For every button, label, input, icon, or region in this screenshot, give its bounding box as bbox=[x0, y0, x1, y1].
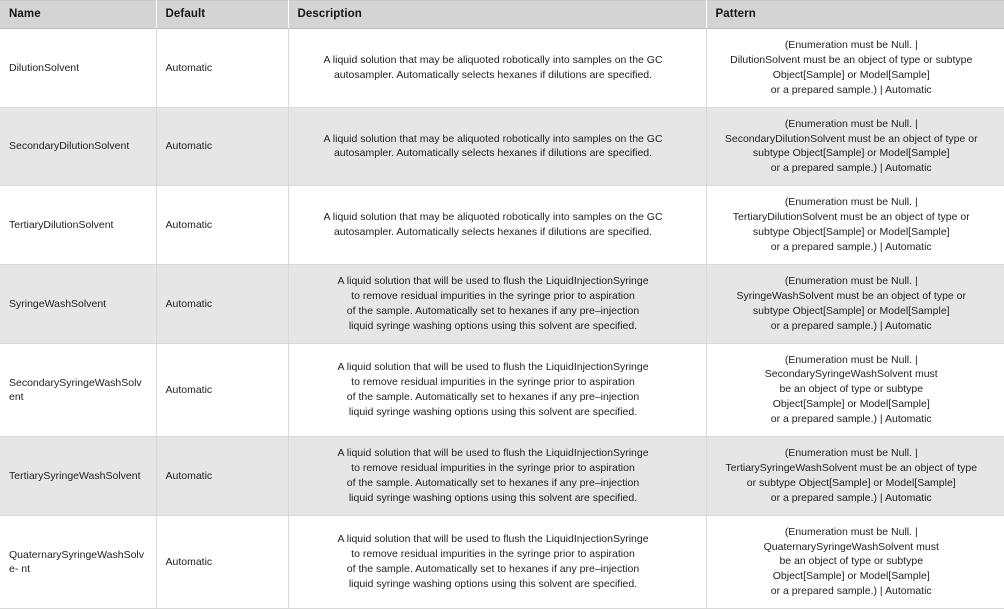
option-pattern bbox=[707, 186, 1004, 264]
table-header-row bbox=[0, 1, 1004, 29]
cell-name bbox=[0, 264, 156, 343]
option-description bbox=[289, 123, 706, 171]
column-header-name: Name bbox=[0, 1, 156, 29]
cell-description bbox=[288, 437, 706, 516]
description-line: of the sample. Automatically set to hexanes if any pre–injection bbox=[295, 476, 692, 491]
column-header-default: Default bbox=[156, 1, 288, 29]
cell-pattern bbox=[706, 29, 1004, 108]
pattern-line: SecondaryDilutionSolvent must be an object of type or bbox=[713, 132, 991, 147]
description-line: of the sample. Automatically set to hexanes if any pre–injection bbox=[295, 390, 692, 405]
pattern-line: or a prepared sample.) | Automatic bbox=[713, 240, 991, 255]
description-line: A liquid solution that will be used to flush the LiquidInjectionSyringe bbox=[295, 446, 692, 461]
cell-pattern bbox=[706, 264, 1004, 343]
pattern-line: be an object of type or subtype bbox=[713, 382, 991, 397]
description-line: A liquid solution that may be aliquoted robotically into samples on the GC bbox=[295, 53, 692, 68]
cell-description bbox=[288, 264, 706, 343]
cell-description bbox=[288, 515, 706, 609]
table-header bbox=[0, 1, 1004, 29]
pattern-line: Object[Sample] or Model[Sample] bbox=[713, 397, 991, 412]
table-row bbox=[0, 515, 1004, 609]
option-description bbox=[289, 265, 706, 343]
option-default: Automatic bbox=[157, 209, 288, 241]
table-row bbox=[0, 437, 1004, 516]
description-line: autosampler. Automatically selects hexanes if dilutions are specified. bbox=[295, 225, 692, 240]
pattern-line: SyringeWashSolvent must be an object of type or bbox=[713, 289, 991, 304]
description-line: liquid syringe washing options using this solvent are specified. bbox=[295, 319, 692, 334]
option-pattern bbox=[707, 516, 1004, 609]
pattern-line: or a prepared sample.) | Automatic bbox=[713, 412, 991, 427]
table-row bbox=[0, 343, 1004, 437]
cell-description bbox=[288, 107, 706, 186]
description-line: to remove residual impurities in the syringe prior to aspiration bbox=[295, 289, 692, 304]
cell-pattern bbox=[706, 186, 1004, 265]
option-pattern bbox=[707, 344, 1004, 437]
description-line: A liquid solution that may be aliquoted robotically into samples on the GC bbox=[295, 132, 692, 147]
pattern-line: SecondarySyringeWashSolvent must bbox=[713, 367, 991, 382]
pattern-line: TertiarySyringeWashSolvent must be an object of type bbox=[713, 461, 991, 476]
description-line: A liquid solution that will be used to flush the LiquidInjectionSyringe bbox=[295, 360, 692, 375]
option-name: QuaternarySyringeWashSolve- nt bbox=[0, 538, 156, 586]
pattern-line: be an object of type or subtype bbox=[713, 554, 991, 569]
pattern-line: (Enumeration must be Null. | bbox=[713, 274, 991, 289]
pattern-line: or a prepared sample.) | Automatic bbox=[713, 319, 991, 334]
cell-pattern bbox=[706, 515, 1004, 609]
option-description bbox=[289, 44, 706, 92]
option-description bbox=[289, 201, 706, 249]
cell-name bbox=[0, 29, 156, 108]
pattern-line: or a prepared sample.) | Automatic bbox=[713, 161, 991, 176]
pattern-line: (Enumeration must be Null. | bbox=[713, 117, 991, 132]
cell-pattern bbox=[706, 343, 1004, 437]
pattern-line: DilutionSolvent must be an object of type or subtype bbox=[713, 53, 991, 68]
option-name: SecondarySyringeWashSolvent bbox=[0, 366, 156, 414]
option-name: SyringeWashSolvent bbox=[0, 287, 156, 321]
cell-default bbox=[156, 264, 288, 343]
option-default: Automatic bbox=[157, 130, 288, 162]
pattern-line: Object[Sample] or Model[Sample] bbox=[713, 569, 991, 584]
pattern-line: or subtype Object[Sample] or Model[Sample] bbox=[713, 476, 991, 491]
description-line: A liquid solution that will be used to flush the LiquidInjectionSyringe bbox=[295, 274, 692, 289]
option-description bbox=[289, 523, 706, 601]
description-line: to remove residual impurities in the syringe prior to aspiration bbox=[295, 375, 692, 390]
description-line: to remove residual impurities in the syringe prior to aspiration bbox=[295, 547, 692, 562]
pattern-line: QuaternarySyringeWashSolvent must bbox=[713, 540, 991, 555]
cell-default bbox=[156, 515, 288, 609]
description-line: of the sample. Automatically set to hexanes if any pre–injection bbox=[295, 562, 692, 577]
table-body bbox=[0, 29, 1004, 609]
option-description bbox=[289, 437, 706, 515]
pattern-line: (Enumeration must be Null. | bbox=[713, 446, 991, 461]
cell-pattern bbox=[706, 107, 1004, 186]
option-pattern bbox=[707, 29, 1004, 107]
cell-default bbox=[156, 343, 288, 437]
cell-description bbox=[288, 29, 706, 108]
pattern-line: or a prepared sample.) | Automatic bbox=[713, 491, 991, 506]
cell-pattern bbox=[706, 437, 1004, 516]
cell-description bbox=[288, 343, 706, 437]
pattern-line: TertiaryDilutionSolvent must be an object of type or bbox=[713, 210, 991, 225]
option-name: TertiaryDilutionSolvent bbox=[0, 208, 156, 242]
description-line: to remove residual impurities in the syringe prior to aspiration bbox=[295, 461, 692, 476]
cell-name bbox=[0, 107, 156, 186]
pattern-line: or a prepared sample.) | Automatic bbox=[713, 83, 991, 98]
pattern-line: or a prepared sample.) | Automatic bbox=[713, 584, 991, 599]
pattern-line: (Enumeration must be Null. | bbox=[713, 525, 991, 540]
option-default: Automatic bbox=[157, 288, 288, 320]
option-description bbox=[289, 351, 706, 429]
pattern-line: subtype Object[Sample] or Model[Sample] bbox=[713, 146, 991, 161]
table-row bbox=[0, 264, 1004, 343]
cell-name bbox=[0, 343, 156, 437]
option-default: Automatic bbox=[157, 460, 288, 492]
option-name: SecondaryDilutionSolvent bbox=[0, 129, 156, 163]
pattern-line: subtype Object[Sample] or Model[Sample] bbox=[713, 304, 991, 319]
pattern-line: (Enumeration must be Null. | bbox=[713, 38, 991, 53]
cell-default bbox=[156, 29, 288, 108]
column-header-pattern: Pattern bbox=[706, 1, 1004, 29]
option-default: Automatic bbox=[157, 52, 288, 84]
option-name: DilutionSolvent bbox=[0, 51, 156, 85]
description-line: liquid syringe washing options using this solvent are specified. bbox=[295, 491, 692, 506]
description-line: autosampler. Automatically selects hexanes if dilutions are specified. bbox=[295, 146, 692, 161]
table-row bbox=[0, 29, 1004, 108]
description-line: autosampler. Automatically selects hexanes if dilutions are specified. bbox=[295, 68, 692, 83]
cell-description bbox=[288, 186, 706, 265]
table-row bbox=[0, 186, 1004, 265]
cell-name bbox=[0, 515, 156, 609]
cell-default bbox=[156, 437, 288, 516]
cell-name bbox=[0, 437, 156, 516]
description-line: of the sample. Automatically set to hexanes if any pre–injection bbox=[295, 304, 692, 319]
option-name: TertiarySyringeWashSolvent bbox=[0, 459, 156, 493]
cell-default bbox=[156, 107, 288, 186]
option-default: Automatic bbox=[157, 546, 288, 578]
option-default: Automatic bbox=[157, 374, 288, 406]
pattern-line: (Enumeration must be Null. | bbox=[713, 353, 991, 368]
description-line: A liquid solution that will be used to flush the LiquidInjectionSyringe bbox=[295, 532, 692, 547]
description-line: liquid syringe washing options using this solvent are specified. bbox=[295, 405, 692, 420]
cell-default bbox=[156, 186, 288, 265]
option-pattern bbox=[707, 108, 1004, 186]
option-pattern bbox=[707, 265, 1004, 343]
pattern-line: (Enumeration must be Null. | bbox=[713, 195, 991, 210]
cell-name bbox=[0, 186, 156, 265]
column-header-description: Description bbox=[288, 1, 706, 29]
pattern-line: subtype Object[Sample] or Model[Sample] bbox=[713, 225, 991, 240]
description-line: liquid syringe washing options using this solvent are specified. bbox=[295, 577, 692, 592]
description-line: A liquid solution that may be aliquoted robotically into samples on the GC bbox=[295, 210, 692, 225]
pattern-line: Object[Sample] or Model[Sample] bbox=[713, 68, 991, 83]
table-row bbox=[0, 107, 1004, 186]
option-pattern bbox=[707, 437, 1004, 515]
